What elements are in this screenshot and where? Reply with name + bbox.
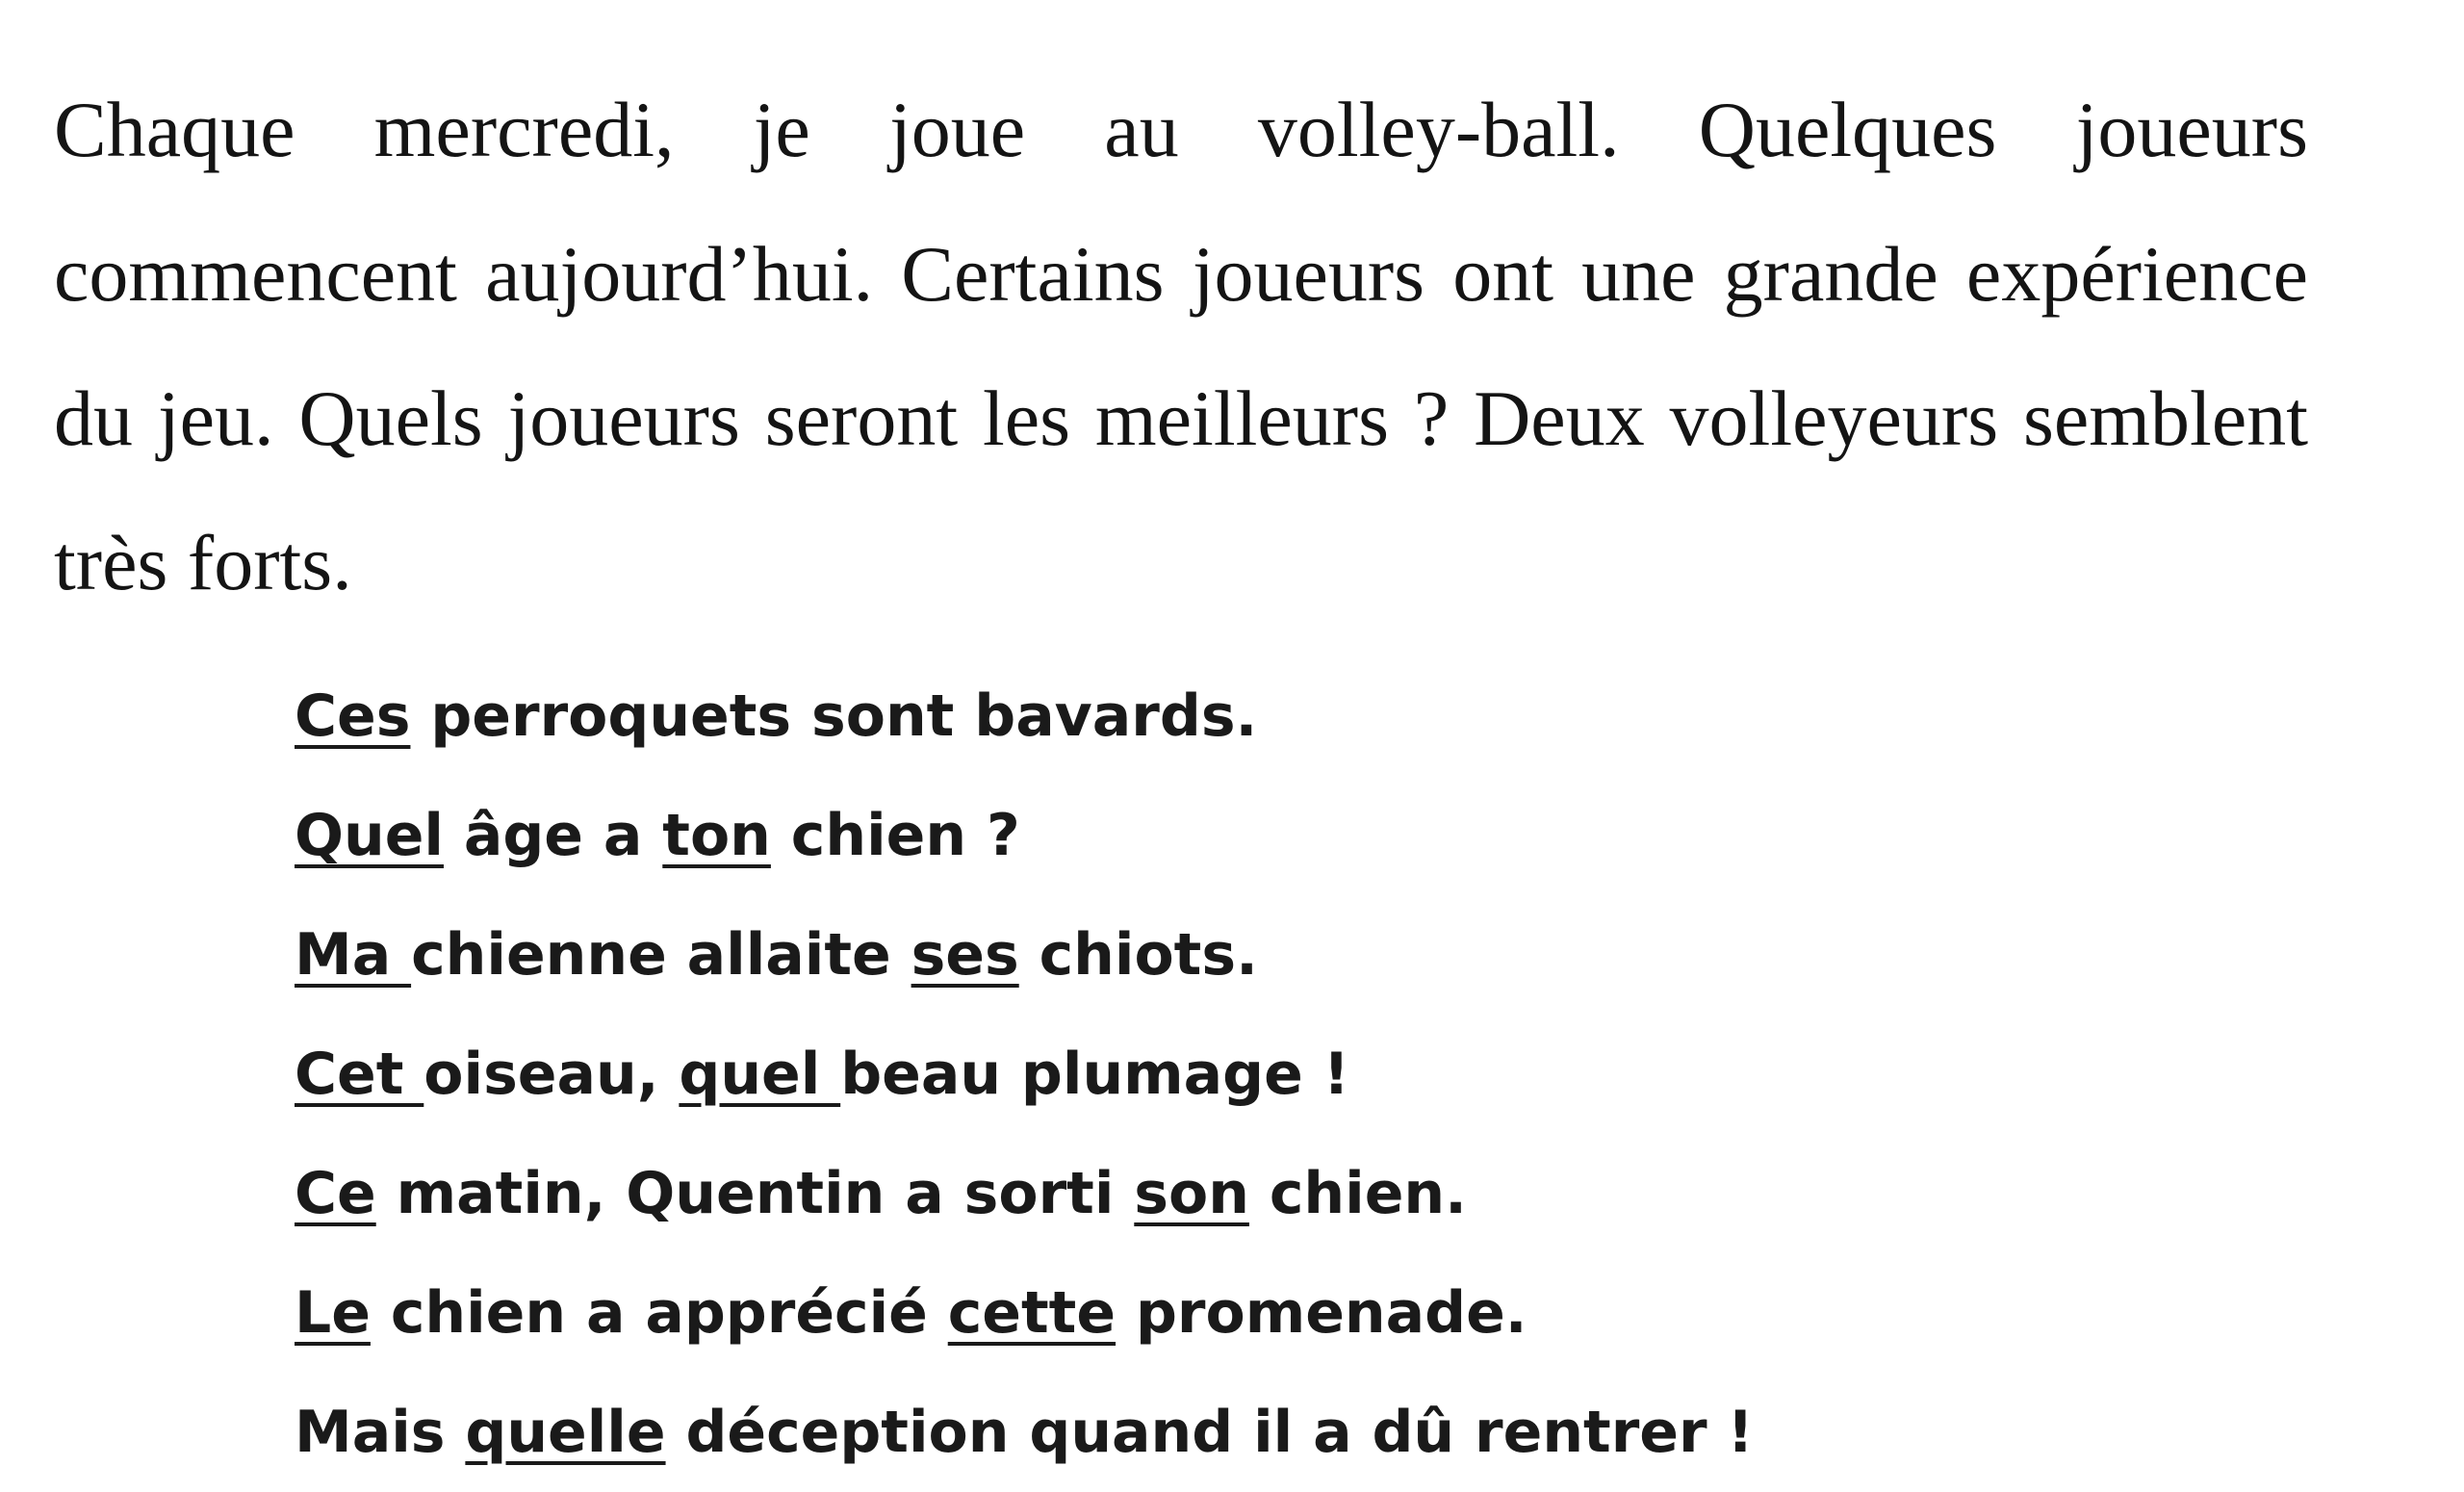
- sentence-text: oiseau,: [424, 1041, 680, 1108]
- sentence: [295, 656, 2220, 776]
- sentence-text: chien a apprécié: [370, 1279, 948, 1347]
- sentence-text: promenade.: [1116, 1279, 1527, 1347]
- sentence-text: chien.: [1248, 1160, 1467, 1227]
- determiner: ton: [662, 802, 771, 869]
- sentence-text: chienne allaite: [411, 921, 911, 989]
- determiner: ses: [911, 921, 1019, 989]
- determiner: quel: [679, 1041, 841, 1108]
- determiner: Cet: [295, 1041, 424, 1108]
- sentence-text: déception quand il a dû rentrer !: [665, 1399, 1754, 1466]
- intro-paragraph: Chaque mercredi, je joue au volley-ball. Quelques joueurs commencent aujourd’hui. Certains joueurs ont une grande expérience du jeu. Quels joueurs seront les meilleurs ? Deux volleyeurs semblent très forts.: [54, 86, 2308, 606]
- determiner: Quel: [295, 802, 444, 869]
- sentence-text: Mais: [295, 1399, 466, 1466]
- determiner: son: [1134, 1160, 1249, 1227]
- sentence: [295, 1015, 2220, 1134]
- sentence-text: chien ?: [770, 802, 1020, 869]
- sentence-text: chiots.: [1018, 921, 1258, 989]
- sentence-text: perroquets sont bavards.: [410, 682, 1258, 750]
- sentence: [295, 1373, 2220, 1492]
- sentence: [295, 1253, 2220, 1373]
- determiner: Ma: [295, 921, 412, 989]
- determiner: Ces: [295, 682, 411, 750]
- determiner: Ce: [295, 1160, 376, 1227]
- determiner: cette: [947, 1279, 1116, 1347]
- example-sentences-list: [295, 656, 2220, 1492]
- sentence: [295, 776, 2220, 895]
- determiner: Le: [295, 1279, 371, 1347]
- sentence-text: âge a: [443, 802, 663, 869]
- sentence-text: matin, Quentin a sorti: [375, 1160, 1135, 1227]
- determiner: quelle: [465, 1399, 666, 1466]
- sentence: [295, 895, 2220, 1015]
- sentence-text: beau plumage !: [840, 1041, 1350, 1108]
- sentence: [295, 1134, 2220, 1253]
